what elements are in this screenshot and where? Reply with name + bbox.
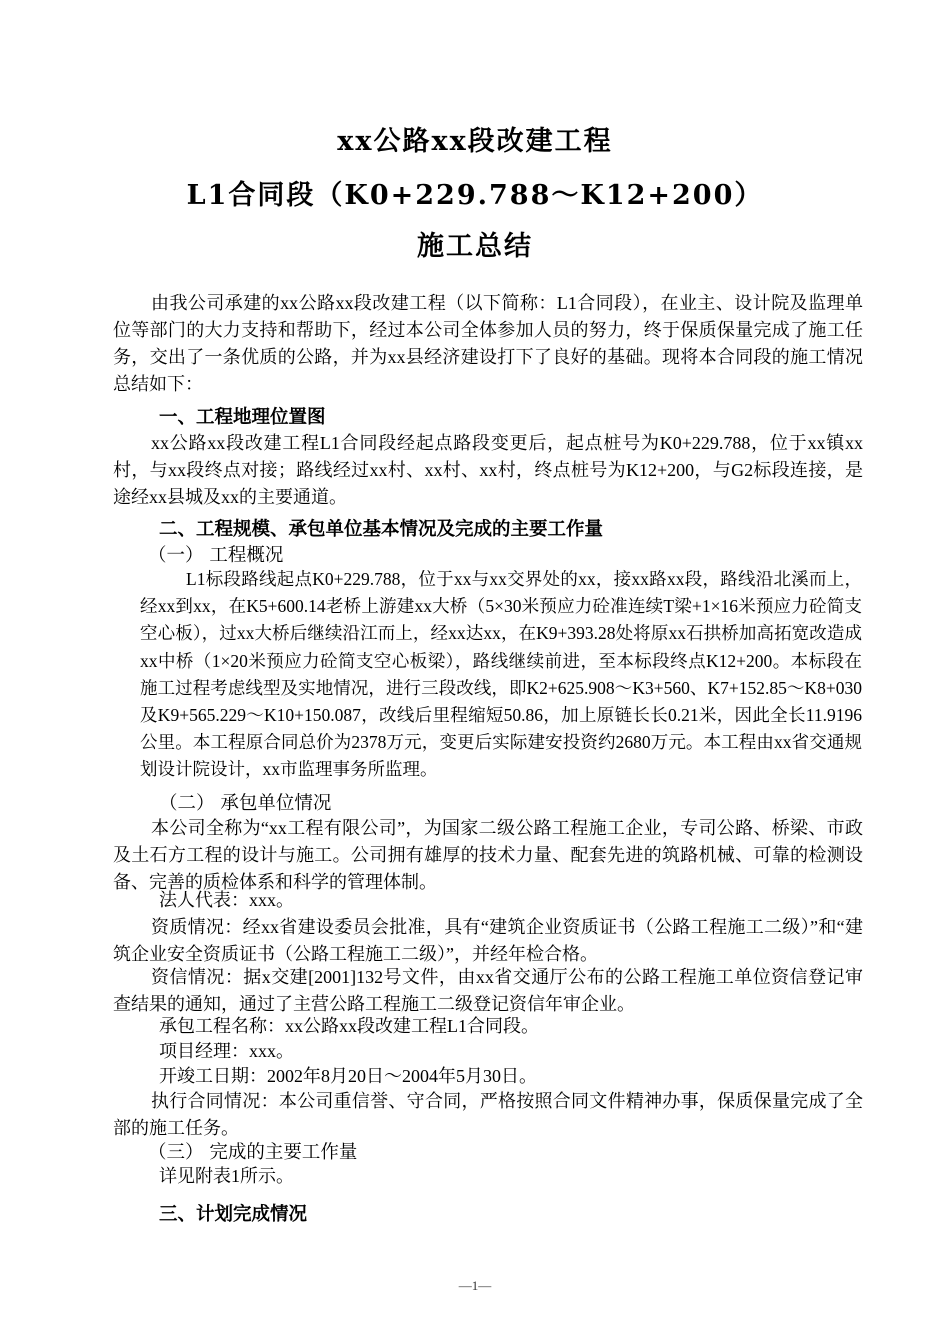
section1-paragraph: xx公路xx段改建工程L1合同段经起点路段变更后，起点桩号为K0+229.788，位于xx镇xx村，与xx段终点对接；路线经过xx村、xx村、xx村，终点桩号为K12+200，与G2标段连接，是途经xx县城及xx的主要通道。 <box>113 433 863 507</box>
doc-title-line2: L1合同段（K0+229.788～K12+200） <box>186 180 764 211</box>
legal-rep-line: 法人代表：xxx。 <box>159 890 294 910</box>
section2-heading: 二、工程规模、承包单位基本情况及完成的主要工作量 <box>159 519 604 540</box>
section2-sub2-paragraph: 本公司全称为“xx工程有限公司”，为国家二级公路工程施工企业，专司公路、桥梁、市政及土石方工程的设计与施工。公司拥有雄厚的技术力量、配套先进的筑路机械、可靠的检测设备、完善的质检体系和科学的管理体制。 <box>113 818 863 892</box>
dates-line: 开竣工日期：2002年8月20日～2004年5月30日。 <box>159 1066 537 1086</box>
section2-sub3-body: 详见附表1所示。 <box>159 1166 294 1186</box>
doc-title-line1: xx公路xx段改建工程 <box>337 126 613 157</box>
page-number: —1— <box>458 1278 492 1293</box>
manager-line: 项目经理：xxx。 <box>159 1041 294 1061</box>
section2-sub2-heading: （二） 承包单位情况 <box>159 793 332 814</box>
section3-heading: 三、计划完成情况 <box>159 1204 308 1225</box>
section1-heading: 一、工程地理位置图 <box>159 407 326 428</box>
section2-sub1-paragraph: L1标段路线起点K0+229.788，位于xx与xx交界处的xx，接xx路xx段，路线沿北溪而上，经xx到xx，在K5+600.14老桥上游建xx大桥（5×30米预应力砼准连续T梁+1×16米预应力砼简支空心板），过xx大桥后继续沿江而上，经xx达xx，在K9+393.28处将原xx石拱桥加高拓宽改造成xx中桥（1×20米预应力砼简支空心板梁），路线继续前进，至本标段终点K12+200。本标段在施工过程考虑线型及实地情况，进行三段改线，即K2+625.908～K3+560、K7+152.85～K8+030及K9+565.229～K10+150.087，改线后里程缩短50.86，加上原链长长0.21米，因此全长11.9196公里。本工程原合同总价为2378万元，变更后实际建安投资约2680万元。本工程由xx省交通规划设计院设计，xx市监理事务所监理。 <box>140 569 862 780</box>
qualification-paragraph: 资质情况：经xx省建设委员会批准，具有“建筑企业资质证书（公路工程施工二级）”和“建筑企业安全资质证书（公路工程施工二级）”，并经年检合格。 <box>113 917 863 964</box>
doc-title-line3: 施工总结 <box>417 231 533 262</box>
project-name-line: 承包工程名称：xx公路xx段改建工程L1合同段。 <box>159 1016 539 1036</box>
credit-paragraph: 资信情况：据x交建[2001]132号文件，由xx省交通厅公布的公路工程施工单位资信登记审查结果的通知，通过了主营公路工程施工二级登记资信年审企业。 <box>113 967 863 1014</box>
contract-paragraph: 执行合同情况：本公司重信誉、守合同，严格按照合同文件精神办事，保质保量完成了全部的施工任务。 <box>113 1091 863 1138</box>
section2-sub3-heading: （三） 完成的主要工作量 <box>148 1142 358 1163</box>
section2-sub1-heading: （一） 工程概况 <box>148 545 284 566</box>
intro-paragraph: 由我公司承建的xx公路xx段改建工程（以下简称：L1合同段），在业主、设计院及监理单位等部门的大力支持和帮助下，经过本公司全体参加人员的努力，终于保质保量完成了施工任务，交出了一条优质的公路，并为xx县经济建设打下了良好的基础。现将本合同段的施工情况总结如下： <box>113 293 863 394</box>
